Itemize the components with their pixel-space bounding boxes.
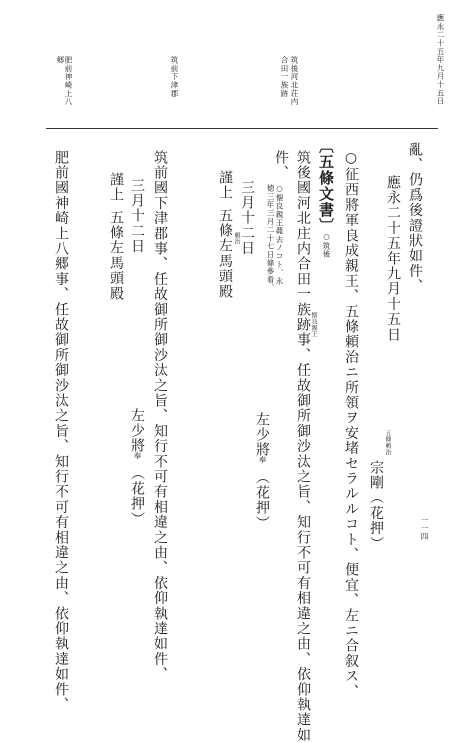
- doc4-recipient-pre: 謹上: [108, 172, 124, 203]
- doc3-kao: （花押）: [254, 470, 270, 531]
- doc3-note2: 徳三年三月二十七日條參看、: [266, 184, 275, 292]
- doc4-sender: 左少將: [129, 408, 145, 454]
- doc1-line1: 亂、仍爲後證狀如件、: [407, 142, 423, 294]
- doc1-signer: 宗剛（花押）: [368, 460, 384, 552]
- doc3-note1: ○懐良親王薨去ノコト、永: [275, 184, 284, 286]
- doc4-sender-suffix: 奉: [133, 452, 142, 461]
- doc4-date: 三月十二日: [129, 178, 145, 254]
- doc1-gloss-name: 五條頼治: [384, 430, 391, 456]
- doc3-gloss-recipient: 頼治: [233, 232, 240, 245]
- doc3-recipient: 五條左馬頭殿: [217, 208, 233, 300]
- header-rule: [46, 128, 438, 129]
- margin-note-a: 筑後河北荘内: [290, 56, 299, 106]
- section-title: 〔五條文書〕: [317, 138, 335, 234]
- doc1-date: 應永二十五年九月十五日: [385, 175, 401, 343]
- doc3-sender: 左少將: [254, 412, 270, 458]
- doc5-line1: 肥前國神崎上八郷事、任故御所御沙汰之旨、知行不可有相違之由、依仰執達如件、: [53, 150, 69, 713]
- running-head: 應永二十五年九月十五日: [436, 14, 445, 106]
- margin-note-b: 合田一族跡: [280, 56, 289, 98]
- doc4-recipient: 五條左馬頭殿: [108, 210, 124, 302]
- doc3-line1: 筑後國河北庄内合田一族跡事、任故御所御沙汰之旨、知行不可有相違之由、依仰執達如: [295, 150, 311, 743]
- page-number: 一一四: [420, 516, 429, 541]
- doc4-kao: （花押）: [129, 466, 145, 527]
- margin-note-d: 肥前神崎上八: [64, 56, 73, 106]
- doc4-line1: 筑前國下津郡事、任故御所御沙汰之旨、知行不可有相違之由、依仰執達如件、: [152, 150, 168, 682]
- doc3-recipient-pre: 謹上: [217, 170, 233, 201]
- section-province: ○筑後: [322, 232, 331, 259]
- margin-note-e: 郷: [56, 56, 65, 65]
- doc3-sender-suffix: 奉: [258, 456, 267, 465]
- doc3-date: 三月十二日: [239, 180, 255, 256]
- margin-note-c: 筑前下津郡: [170, 56, 179, 98]
- doc3-line2: 件、: [273, 150, 289, 181]
- doc3-gloss: 懐良親王: [310, 312, 317, 338]
- doc2-line1: ○征西將軍良成親王、五條頼治ニ所領ヲ安堵セラルルコト、便宜、左ニ合叙ス、: [343, 150, 359, 700]
